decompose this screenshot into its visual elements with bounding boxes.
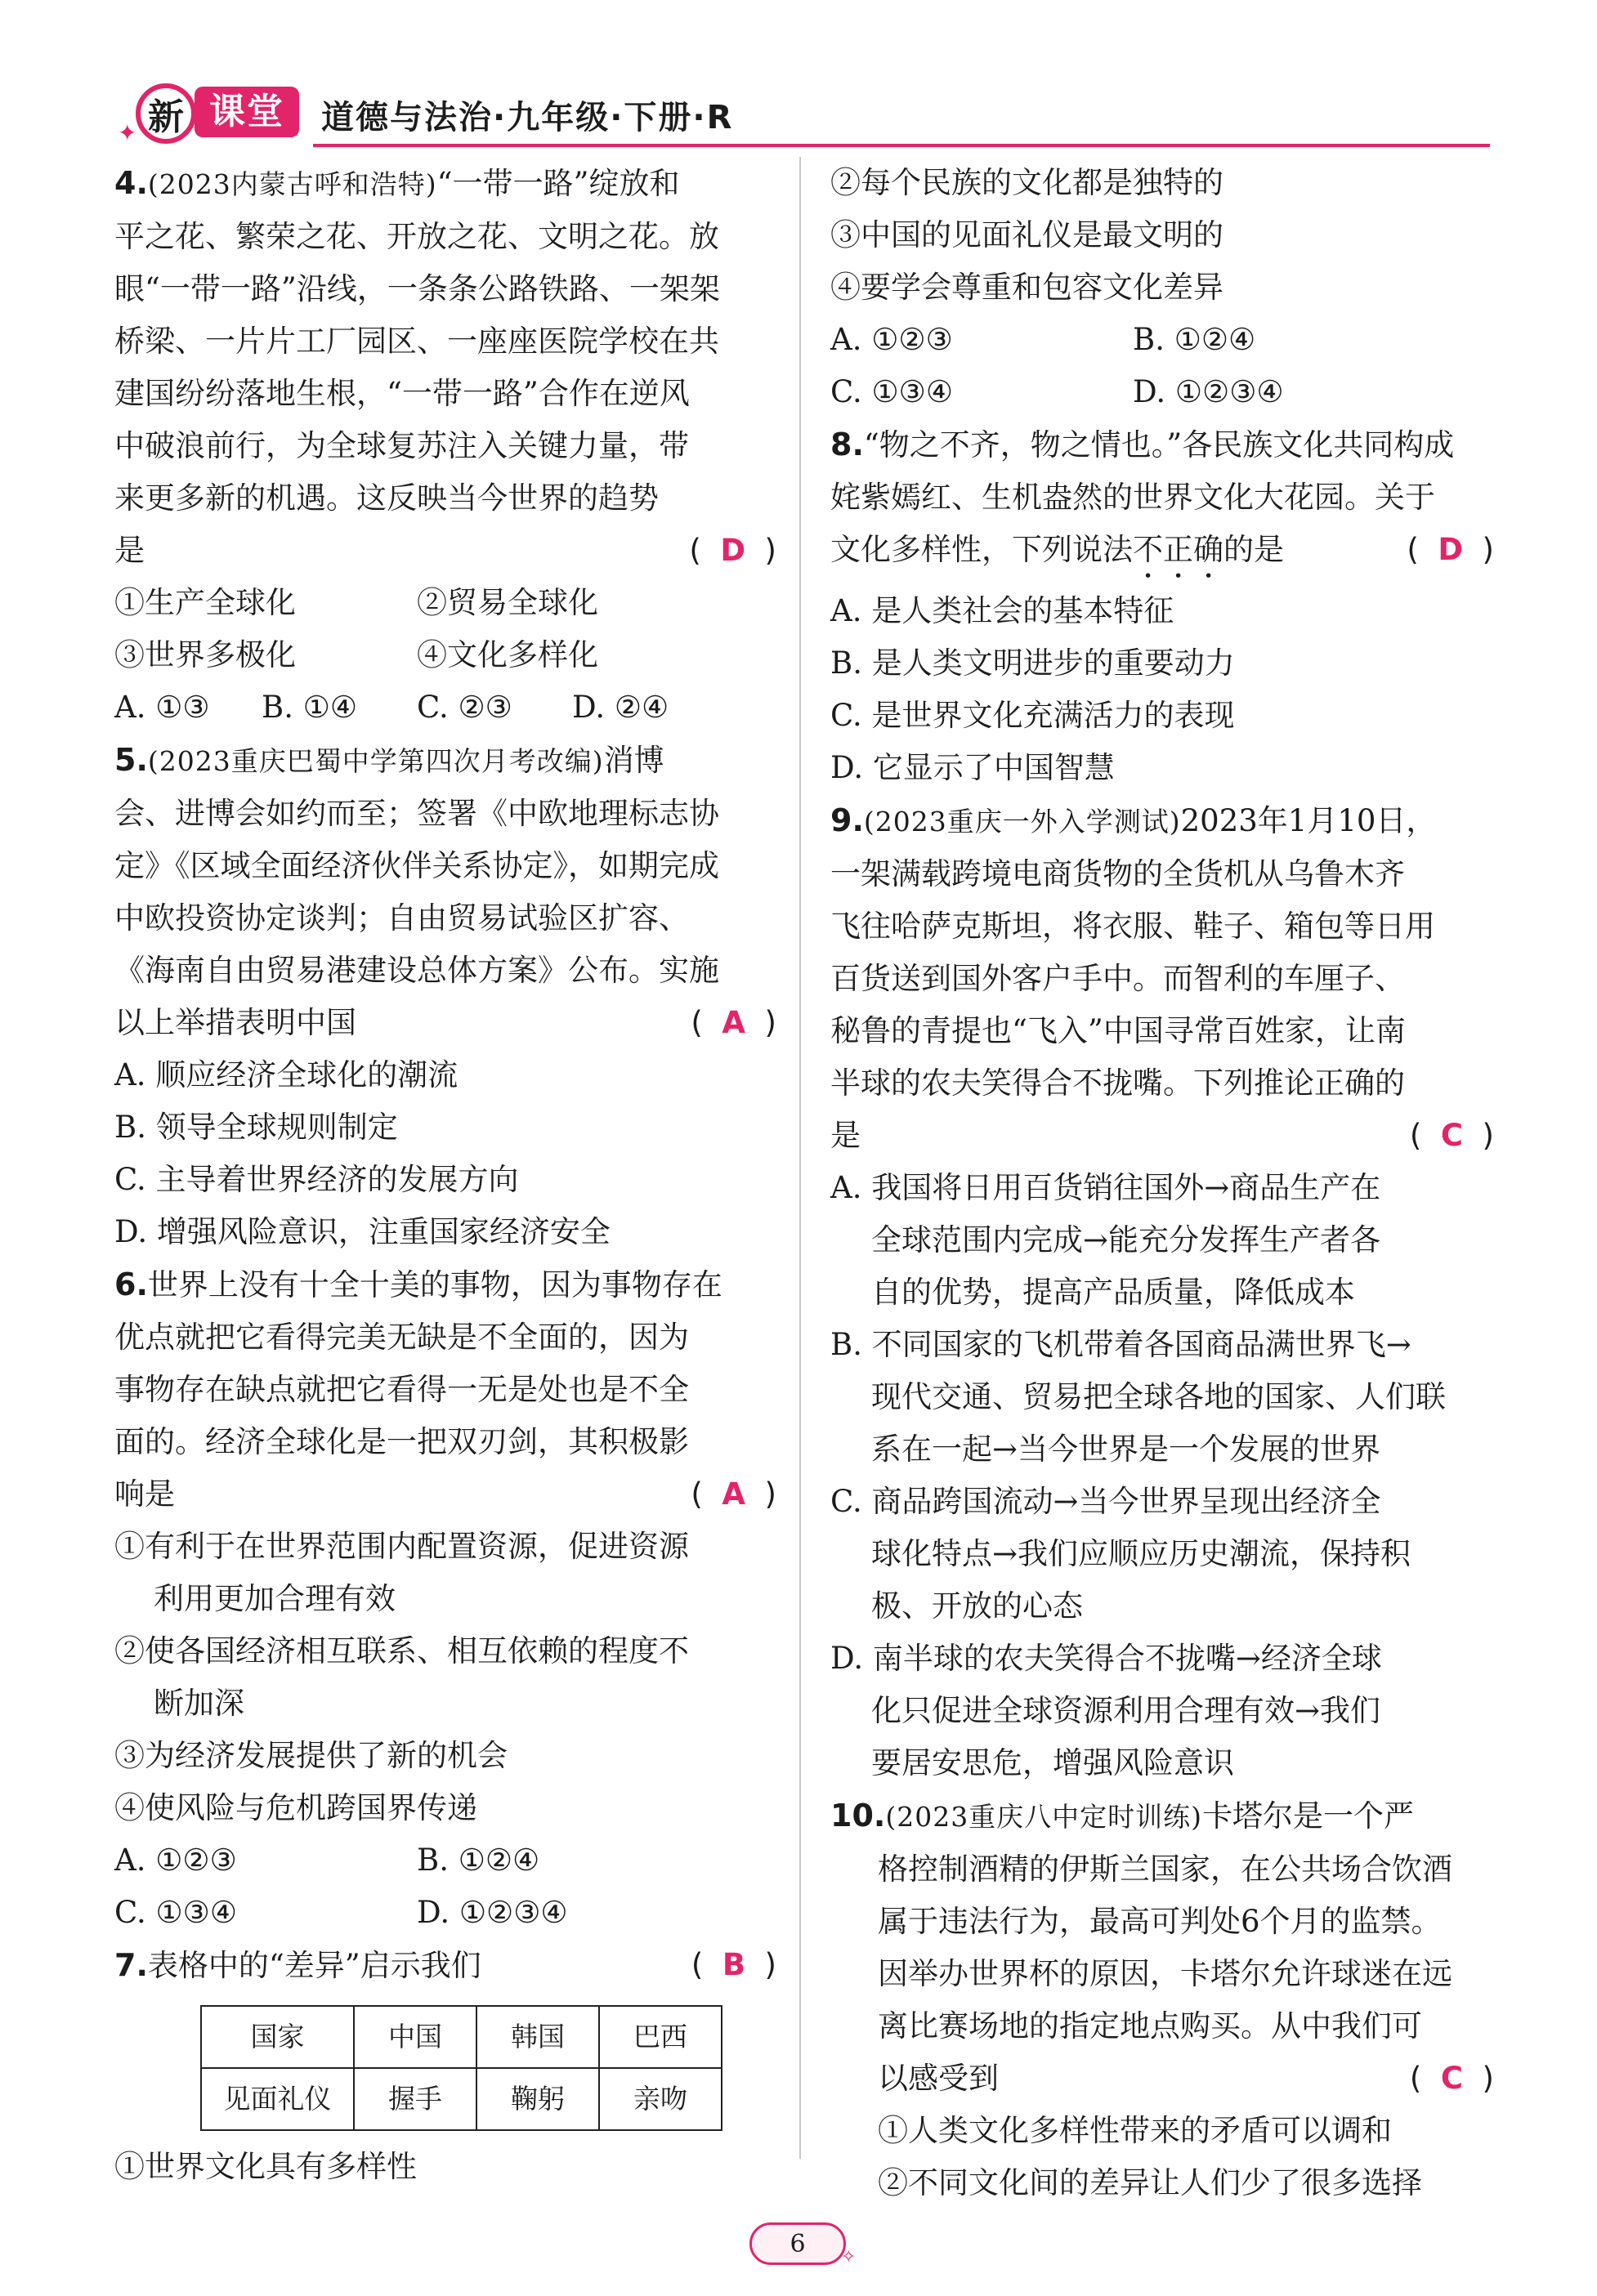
page-footer xyxy=(749,2222,857,2270)
table-cell: 韩国 xyxy=(476,2006,599,2068)
choice-option: B. 是人类文明进步的重要动力 xyxy=(830,645,1235,681)
star-icon: ✧ xyxy=(841,2247,857,2267)
sparkle-icon: ✦ xyxy=(118,119,137,146)
table-row xyxy=(201,2068,722,2130)
question-source: (2023重庆一外入学测试) xyxy=(863,806,1181,838)
question-text: 属于违法行为，最高可判处6个月的监禁。 xyxy=(878,1904,1442,1939)
table-cell: 鞠躬 xyxy=(476,2068,599,2130)
question-text: 定》《区域全面经济伙伴关系协定》，如期完成 xyxy=(114,848,719,883)
question-number: 6. xyxy=(114,1266,148,1302)
question-number: 5. xyxy=(114,742,148,778)
table-cell: 巴西 xyxy=(599,2006,722,2068)
statement-item: ①有利于在世界范围内配置资源，促进资源 xyxy=(114,1529,689,1564)
answer-mark: ( C ) xyxy=(1409,2061,1494,2096)
page-header xyxy=(113,78,1486,152)
question-text: 《海南自由贸易港建设总体方案》公布。实施 xyxy=(114,953,719,988)
question-text: “物之不齐，物之情也。”各民族文化共同构成 xyxy=(863,427,1455,462)
answer-mark: ( D ) xyxy=(1407,532,1494,567)
question-10 xyxy=(830,1789,1494,2209)
question-text: 消博 xyxy=(603,743,664,778)
question-text: 中欧投资协定谈判；自由贸易试验区扩容、 xyxy=(114,900,689,936)
choice-option: B. ①②④ xyxy=(417,1843,540,1878)
question-4 xyxy=(114,157,776,734)
choice-option: D. ①②③④ xyxy=(417,1895,568,1930)
question-text: 面的。经济全球化是一把双刃剑，其积极影 xyxy=(114,1424,689,1459)
question-number: 8. xyxy=(830,427,864,462)
question-text: 中破浪前行，为全球复苏注入关键力量，带 xyxy=(114,428,689,463)
choice-option-cont: 极、开放的心态 xyxy=(871,1588,1083,1624)
question-text: 的是 xyxy=(1223,532,1284,567)
choice-option: A. 是人类社会的基本特征 xyxy=(830,593,1174,628)
question-text: 事物存在缺点就把它看得一无是处也是不全 xyxy=(114,1372,689,1407)
question-text: 平之花、繁荣之花、开放之花、文明之花。放 xyxy=(114,219,719,254)
question-text: 2023年1月10日， xyxy=(1180,803,1437,838)
page-number: 6 xyxy=(749,2222,846,2265)
choice-option-cont: 要居安思危，增强风险意识 xyxy=(871,1745,1234,1780)
question-text: 秘鲁的青提也“飞入”中国寻常百姓家，让南 xyxy=(830,1013,1406,1048)
answer-mark: ( A ) xyxy=(691,1005,776,1040)
table-cell: 见面礼仪 xyxy=(201,2068,354,2130)
column-divider xyxy=(799,157,801,2159)
table-cell: 中国 xyxy=(354,2006,476,2068)
choice-option-cont: 球化特点→我们应顺应历史潮流，保持积 xyxy=(871,1536,1411,1571)
emphasis-text: 不正确 xyxy=(1133,532,1223,567)
statement-item: ③世界多极化 xyxy=(114,637,296,672)
statement-item: ③中国的见面礼仪是最文明的 xyxy=(830,217,1223,252)
logo-badge: 新 xyxy=(136,83,196,144)
question-text: 表格中的“差异”启示我们 xyxy=(147,1948,481,1983)
choice-option-cont: 全球范围内完成→能充分发挥生产者各 xyxy=(871,1222,1381,1257)
question-9 xyxy=(830,794,1494,1789)
question-7 xyxy=(114,1939,776,2193)
choice-option-cont: 现代交通、贸易把全球各地的国家、人们联 xyxy=(871,1379,1446,1414)
question-text: 优点就把它看得完美无缺是不全面的，因为 xyxy=(114,1320,689,1355)
table-cell: 握手 xyxy=(354,2068,476,2130)
logo-word: 课堂 xyxy=(195,87,299,137)
statement-item: ④要学会尊重和包容文化差异 xyxy=(830,270,1223,305)
statement-item: ②不同文化间的差异让人们少了很多选择 xyxy=(878,2165,1422,2200)
statement-item: ②贸易全球化 xyxy=(417,585,598,620)
choice-option: A. 顺应经济全球化的潮流 xyxy=(114,1057,459,1092)
answer-mark: ( A ) xyxy=(691,1476,776,1512)
choice-option: C. 商品跨国流动→当今世界呈现出经济全 xyxy=(830,1484,1381,1519)
question-5 xyxy=(114,734,776,1258)
choice-option-cont: 自的优势，提高产品质量，降低成本 xyxy=(871,1275,1355,1310)
choice-option: D. 增强风险意识，注重国家经济安全 xyxy=(114,1214,611,1249)
choice-option: B. 领导全球规则制定 xyxy=(114,1110,398,1145)
question-number: 10. xyxy=(830,1798,886,1834)
statement-item: ①世界文化具有多样性 xyxy=(114,2149,417,2184)
answer-mark: ( C ) xyxy=(1409,1118,1494,1153)
choice-option: C. ①③④ xyxy=(114,1895,238,1930)
statement-item: ④文化多样化 xyxy=(417,637,598,672)
table-cell: 亲吻 xyxy=(599,2068,722,2130)
question-source: (2023重庆八中定时训练) xyxy=(885,1801,1203,1833)
choice-option: D. ②④ xyxy=(572,690,669,725)
question-source: (2023内蒙古呼和浩特) xyxy=(147,168,437,200)
question-number: 4. xyxy=(114,165,148,201)
statement-item: ①生产全球化 xyxy=(114,585,296,620)
choice-option: A. ①②③ xyxy=(114,1843,237,1878)
choice-option: D. 南半球的农夫笑得合不拢嘴→经济全球 xyxy=(830,1641,1382,1676)
question-text: 离比赛场地的指定地点购买。从中我们可 xyxy=(878,2008,1422,2044)
choice-option: C. 主导着世界经济的发展方向 xyxy=(114,1162,519,1197)
answer-mark: ( B ) xyxy=(691,1947,776,1982)
question-text: 会、进博会如约而至；签署《中欧地理标志协 xyxy=(114,796,719,831)
question-text: 建国纷纷落地生根，“一带一路”合作在逆风 xyxy=(114,376,690,411)
question-text: 格控制酒精的伊斯兰国家，在公共场合饮酒 xyxy=(878,1852,1452,1887)
choice-option: D. ①②③④ xyxy=(1133,374,1284,409)
question-8 xyxy=(830,418,1494,794)
choice-option: B. 不同国家的飞机带着各国商品满世界飞→ xyxy=(830,1327,1411,1362)
question-text: 因举办世界杯的原因，卡塔尔允许球迷在远 xyxy=(878,1956,1452,1991)
question-text: 半球的农夫笑得合不拢嘴。下列推论正确的 xyxy=(830,1065,1405,1101)
choice-option: B. ①②④ xyxy=(1133,322,1256,357)
left-column xyxy=(114,157,776,2193)
question-text: 卡塔尔是一个严 xyxy=(1202,1798,1415,1834)
statement-item-cont: 利用更加合理有效 xyxy=(154,1581,396,1616)
subject-title: 道德与法治·九年级·下册·R xyxy=(321,99,734,136)
question-text: 是 xyxy=(114,533,145,568)
question-text: 文化多样性，下列说法 xyxy=(830,532,1133,567)
question-number: 7. xyxy=(114,1947,148,1983)
choice-option: C. ①③④ xyxy=(830,374,954,409)
header-divider xyxy=(313,144,1490,147)
question-text: 以感受到 xyxy=(878,2061,999,2096)
statement-item-cont: 断加深 xyxy=(154,1686,244,1721)
question-text: 一架满载跨境电商货物的全货机从乌鲁木齐 xyxy=(830,856,1405,891)
etiquette-table xyxy=(200,2005,722,2131)
question-text: “一带一路”绽放和 xyxy=(436,166,680,201)
question-text: 百货送到国外客户手中。而智利的车厘子、 xyxy=(830,961,1405,996)
choice-option: A. ①③ xyxy=(114,690,210,725)
choice-option: C. ②③ xyxy=(417,690,512,725)
question-6 xyxy=(114,1258,776,1939)
table-row xyxy=(201,2006,722,2068)
choice-option: B. ①④ xyxy=(262,690,358,725)
question-text: 世界上没有十全十美的事物，因为事物存在 xyxy=(147,1267,722,1302)
question-text: 桥梁、一片片工厂园区、一座座医院学校在共 xyxy=(114,324,719,359)
question-text: 姹紫嫣红、生机盎然的世界文化大花园。关于 xyxy=(830,480,1435,515)
table-cell: 国家 xyxy=(201,2006,354,2068)
choice-option-cont: 系在一起→当今世界是一个发展的世界 xyxy=(871,1432,1381,1467)
question-text: 响是 xyxy=(114,1476,175,1512)
choice-option-cont: 化只促进全球资源利用合理有效→我们 xyxy=(871,1693,1381,1728)
right-column xyxy=(830,157,1494,2209)
statement-item: ①人类文化多样性带来的矛盾可以调和 xyxy=(878,2113,1392,2148)
question-text: 眼“一带一路”沿线，一条条公路铁路、一架架 xyxy=(114,271,720,306)
question-text: 来更多新的机遇。这反映当今世界的趋势 xyxy=(114,480,659,516)
choice-option: A. 我国将日用百货销往国外→商品生产在 xyxy=(830,1170,1381,1205)
choice-option: D. 它显示了中国智慧 xyxy=(830,750,1115,785)
choice-option: C. 是世界文化充满活力的表现 xyxy=(830,698,1235,733)
statement-item: ③为经济发展提供了新的机会 xyxy=(114,1738,508,1773)
question-7-continued xyxy=(830,157,1494,418)
question-text: 以上举措表明中国 xyxy=(114,1005,356,1040)
statement-item: ②使各国经济相互联系、相互依赖的程度不 xyxy=(114,1633,689,1668)
question-number: 9. xyxy=(830,802,864,838)
question-text: 是 xyxy=(830,1118,861,1153)
answer-mark: ( D ) xyxy=(689,533,776,568)
statement-item: ②每个民族的文化都是独特的 xyxy=(830,165,1223,200)
choice-option: A. ①②③ xyxy=(830,322,953,357)
question-source: (2023重庆巴蜀中学第四次月考改编) xyxy=(147,745,604,777)
series-logo xyxy=(113,78,342,149)
question-text: 飞往哈萨克斯坦，将衣服、鞋子、箱包等日用 xyxy=(830,909,1435,944)
statement-item: ④使风险与危机跨国界传递 xyxy=(114,1790,477,1825)
